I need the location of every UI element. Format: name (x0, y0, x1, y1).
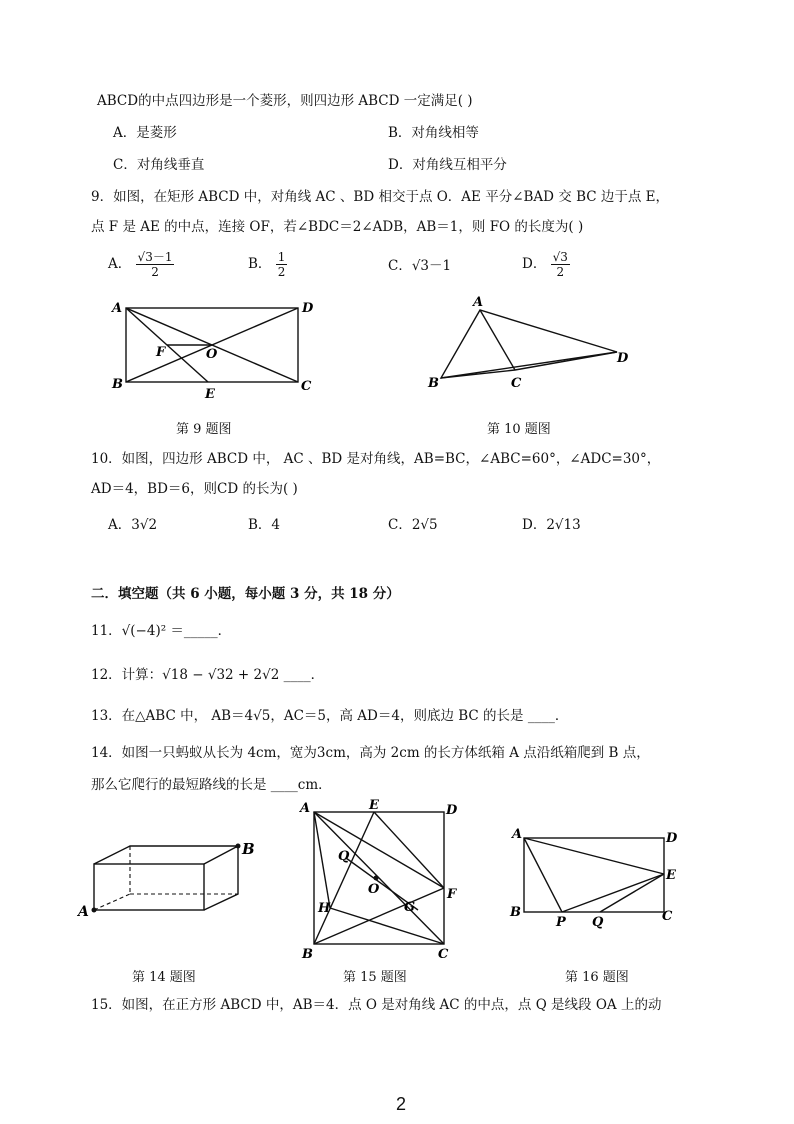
page-number: 2 (396, 1094, 407, 1114)
fig15-label-d: D (446, 803, 458, 818)
fig9-label-e: E (205, 387, 215, 402)
fig14-point-b (236, 844, 241, 849)
figure-14 (74, 830, 264, 934)
fig16-label-a: A (512, 827, 523, 842)
fig15-label-b: B (302, 947, 313, 962)
q9-option-b-numerator: 1 (277, 250, 286, 264)
fig9-label-b: B (112, 377, 123, 392)
section-2-title: 二．填空题（共 6 小题，每小题 3 分，共 18 分） (91, 586, 400, 602)
fig16-label-q: Q (592, 915, 604, 930)
q8-stem: ABCD的中点四边形是一个菱形，则四边形 ABCD 一定满足( ) (97, 93, 473, 109)
fig16-label-d: D (666, 831, 678, 846)
fig16-rectangle (524, 838, 664, 912)
figure-15 (298, 798, 468, 968)
fig16-label-b: B (510, 905, 521, 920)
fig14-label-b: B (242, 840, 255, 858)
fig16-label-c: C (662, 909, 673, 924)
fig9-label-o: O (206, 347, 218, 362)
fig16-label-e: E (666, 868, 676, 883)
fig15-label-o: O (368, 882, 380, 897)
fig16-label-p: P (556, 915, 566, 930)
q9-option-d-fraction (551, 250, 570, 279)
fig10-label-d: D (617, 351, 629, 366)
fig14-hidden-depth-edge (94, 894, 130, 910)
fig9-label-c: C (301, 379, 312, 394)
q9-option-a-prefix: A． (108, 256, 132, 272)
q9-option-b-fraction (276, 250, 288, 279)
fig15-segment-ef (374, 812, 444, 888)
fig10-label-a: A (473, 295, 484, 310)
q10-line2: AD＝4，BD＝6，则CD 的长为( ) (91, 481, 298, 497)
fig16-segment-qe (600, 874, 664, 912)
fig14-top-face (94, 846, 238, 864)
fig16-segment-pe (562, 874, 664, 912)
q9-option-a-denominator: 2 (151, 265, 159, 279)
q10-option-b: B．4 (248, 517, 281, 533)
fig9-caption: 第 9 题图 (176, 422, 232, 437)
q9-option-b-prefix: B． (248, 256, 272, 272)
fig10-diagonal-bd (441, 352, 617, 378)
q8-option-a: A．是菱形 (113, 125, 177, 141)
fig15-label-h: H (318, 901, 331, 916)
fig15-label-e: E (369, 798, 379, 813)
q9-option-d-denominator: 2 (556, 265, 565, 279)
fig14-label-a: A (78, 904, 89, 920)
fig10-quadrilateral (441, 310, 617, 378)
fig15-label-f: F (447, 887, 457, 902)
q10-option-d: D．2√13 (522, 517, 581, 533)
q13: 13．在△ABC 中， AB＝4√5，AC＝5，高 AD＝4，则底边 BC 的长是 ____． (91, 708, 569, 724)
fig15-caption: 第 15 题图 (343, 970, 407, 985)
q11: 11．√(−4)² ＝_____． (91, 623, 232, 639)
q14-line1: 14．如图一只蚂蚁从长为 4cm，宽为3cm，高为 2cm 的长方体纸箱 A 点沿纸箱爬到 B 点， (91, 745, 650, 761)
fig14-caption: 第 14 题图 (132, 970, 196, 985)
q9-option-c: C．√3－1 (388, 258, 452, 274)
q9-line1: 9．如图，在矩形 ABCD 中，对角线 AC 、BD 相交于点 O．AE 平分∠BAD 交 BC 边于点 E， (91, 189, 670, 205)
fig15-segment-af (314, 812, 444, 888)
fig15-segment-eb (314, 812, 374, 944)
fig10-caption: 第 10 题图 (487, 422, 551, 437)
q9-option-a (108, 250, 174, 279)
q9-option-b (248, 250, 287, 279)
fig14-point-a (92, 908, 97, 913)
q9-option-b-denominator: 2 (277, 265, 286, 279)
figure-16 (506, 822, 686, 936)
fig9-label-d: D (302, 301, 314, 316)
fig10-label-c: C (511, 376, 522, 391)
fig15-label-c: C (438, 947, 449, 962)
q9-option-d-prefix: D． (522, 256, 547, 272)
fig16-caption: 第 16 题图 (565, 970, 629, 985)
fig15-label-g: G (404, 900, 416, 915)
fig9-label-f: F (156, 345, 166, 360)
q9-line2: 点 F 是 AE 的中点，连接 OF，若∠BDC＝2∠ADB，AB＝1，则 FO 的长度为( ) (91, 219, 584, 235)
fig15-label-a: A (300, 801, 311, 816)
figure-10 (425, 290, 635, 404)
fig16-segment-ae (524, 838, 664, 874)
q9-option-a-numerator: √3－1 (137, 250, 173, 264)
q8-option-d: D．对角线互相平分 (388, 157, 507, 173)
fig9-label-a: A (112, 301, 123, 316)
q12: 12．计算：√18 − √32 + 2√2 ____． (91, 667, 325, 683)
q14-line2: 那么它爬行的最短路线的长是 ____cm． (91, 777, 332, 793)
q10-line1: 10．如图，四边形 ABCD 中， AC 、BD 是对角线，AB=BC，∠ABC=60°，∠ADC=30°， (91, 451, 661, 467)
q10-option-a: A．3√2 (108, 517, 158, 533)
q15-line1: 15．如图，在正方形 ABCD 中，AB＝4．点 O 是对角线 AC 的中点，点 Q 是线段 OA 上的动 (91, 997, 662, 1013)
q9-option-d-numerator: √3 (552, 250, 568, 264)
fig16-segment-ap (524, 838, 562, 912)
fig15-label-q: Q (338, 849, 350, 864)
q8-option-b: B．对角线相等 (388, 125, 479, 141)
q8-option-c: C．对角线垂直 (113, 157, 205, 173)
figure-9 (108, 296, 318, 410)
q9-option-d (522, 250, 570, 279)
q9-option-a-fraction (136, 250, 175, 279)
fig10-label-b: B (428, 376, 439, 391)
fig15-point-o (374, 876, 379, 881)
q10-option-c: C．2√5 (388, 517, 438, 533)
